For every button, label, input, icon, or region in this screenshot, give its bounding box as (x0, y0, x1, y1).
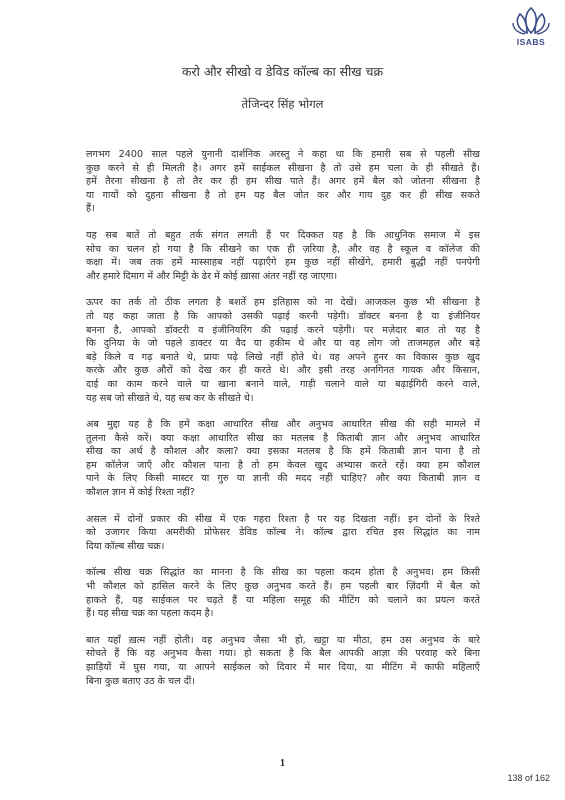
paragraph-line: हमें तैरना सीखना है तो तैर कर ही हम सीख पाते हैं। अगर हमें बैल को जोतना सीखना है (86, 176, 480, 188)
paragraph-line: भी कौशल को हासिल करने के लिए कुछ अनुभव करते हैं। हम पहली बार ज़िंदगी में बैल को (86, 581, 480, 593)
page-counter: 138 of 162 (507, 773, 550, 783)
paragraph-line: सोच का चलन हो गया है कि सीखने का एक ही ज़रिया है, और वह है स्कूल व कॉलेज की (86, 243, 480, 255)
paragraph-line: ऊपर का तर्क तो ठीक लगता है बशर्ते हम इतिहास को ना देखें। आजकल कुछ भी सीखना है (86, 297, 480, 309)
paragraph-line: झाड़ियों में घुस गया, या आपने साईकल को दिवार में मार दिया, या मीटिंग में काफी महिलाएँ (86, 662, 480, 673)
paragraph-line: और हमारे दिमाग में और मिट्टी के ढेर में कोई ख़ासा अंतर नहीं रह जाएगा। (86, 270, 338, 282)
paragraph-line: बिना कुछ बताए उठ के चल दीं। (86, 675, 195, 687)
paragraph-line: करके और कुछ औरों को देख कर ही करते थे। और इसी तरह अनगिनत गायक और किसान, (86, 365, 480, 377)
paragraph-line: अब मुद्दा यह है कि हमें कक्षा आधारित सीख और अनुभव आधारित सीख की सही मामले में (86, 419, 480, 431)
paragraph-line: कौशल ज्ञान में कोई रिश्ता नहीं? (86, 487, 195, 499)
paragraph-line: तो यह कहा जाता है कि आपको उसकी पढ़ाई करनी पड़ेगी। डॉक्टर बनना है या इंजीनियर (86, 310, 480, 322)
paragraph-line: पाने के लिए किसी मास्टर या गुरु या ज्ञानी की मदद नहीं चाहिए? और क्या किताबी ज्ञान व (86, 473, 480, 485)
paragraph-line: कि दुनिया के जो पहले डाक्टर या वैद या हकीम थे और या वह लोग जो ताजमहल और बड़े (86, 338, 480, 350)
paragraph-line: बड़े किले व गढ़ बनाते थे, प्रायः पढ़े लिखे नहीं होते थे। वह अपने हुनर का विकास कुछ खुद (86, 351, 480, 363)
paragraph-line: बात यहाँ ख़त्म नहीं होती। वह अनुभव जैसा भी हो, खट्टा या मीठा, हम उस अनुभव के बारे (86, 634, 480, 646)
paragraph (86, 148, 480, 216)
paragraph (86, 418, 480, 500)
paragraph (86, 513, 480, 554)
paragraph-line: यह सब जो सीखते थे, यह सब कर के सीखते थे। (86, 392, 254, 404)
article-body (86, 148, 480, 701)
paragraph-line: हैं। (86, 203, 95, 215)
document-title: करो और सीखो व डेविड कॉल्ब का सीख चक्र (181, 64, 384, 79)
paragraph-line: लगभग 2400 साल पहले युनानी दार्शनिक अरस्तु ने कहा था कि हमारी सब से पहली सीख (86, 149, 480, 160)
paragraph-line: दिया कॉल्ब सीख चक्र। (86, 540, 165, 552)
isabs-logo (509, 6, 553, 52)
paragraph-line: हाकते हैं, यह साईकल पर चढ़ते हैं या महिला समूह की मीटिंग को चलाने का प्रयत्न करते (86, 594, 480, 606)
paragraph-line: कक्षा में। जब तक हमें मास्साहब नहीं पढ़ाएँगे हम कुछ नहीं सीखेंगे, हमारी बुद्धी नहीं पनपेगी (86, 257, 480, 269)
paragraph (86, 296, 480, 405)
lotus-icon (511, 6, 551, 36)
paragraph-line: तुलना कैसे करें। क्या कक्षा आधारित सीख का मतलब है किताबी ज्ञान और अनुभव आधारित (86, 432, 480, 444)
paragraph-line: दाई का काम करने वाले या खाना बनाने वाले, गाड़ी चलाने वाले या बढ़ाईगिरी करने वाले, (86, 378, 480, 390)
paragraph-line: असल में दोनों प्रकार की सीख में एक गहरा रिश्ता है पर यह दिखता नहीं। इन दोनों के रिश्ते (86, 513, 480, 525)
paragraph (86, 229, 480, 283)
paragraph-line: कॉल्ब सीख चक्र सिद्धांत का मानना है कि सीख का पहला कदम होता है अनुभव। हम किसी (86, 567, 480, 579)
logo-text: ISABS (516, 37, 546, 47)
paragraph (86, 566, 480, 620)
paragraph-line: कुछ करने से ही मिलती है। अगर हमें साईकल सीखना है तो उसे हम चला के ही सीखते हैं। (86, 162, 480, 174)
paragraph-line: हैं। यह सीख चक्र का पहला कदम है। (86, 608, 214, 620)
paragraph-line: या गायों को दुहना सीखना है तो हम यह बैल जोत कर और गाय दुह कर ही सीख सकते (86, 189, 480, 201)
paragraph-line: बनना है, आपको डॉक्टरी व इंजीनियरिंग की पढ़ाई करने पड़ेगी। पर मज़ेदार बात तो यह है (86, 324, 480, 336)
paragraph-line: सीख का अर्थ है कौशल और कला? क्या इसका मतलब है कि हमें किताबी ज्ञान पाना है तो (86, 446, 480, 458)
author-name: तेजिन्दर सिंह भोगल (241, 97, 324, 111)
paragraph-line: यह सब बातें तो बहुत तर्क संगत लगती हैं पर दिक्कत यह है कि आधुनिक समाज में इस (86, 229, 480, 241)
paragraph-line: को उजागर किया अमरीकी प्रोफेसर डेविड कॉल्ब ने। कॉल्ब द्वारा रचित इस सिद्धांत का नाम (86, 527, 480, 539)
paragraph-line: हम कॉलेज जाएँ और कौशल पाना है तो हम केवल खुद अभ्यास करते रहें। क्या हम कौशल (86, 459, 480, 471)
page-number: 1 (280, 758, 285, 769)
paragraph-line: सोचते हैं कि वह अनुभव कैसा गया। हो सकता है कि बैल आपकी आज्ञा की परवाह करे बिना (86, 648, 480, 660)
paragraph (86, 634, 480, 688)
